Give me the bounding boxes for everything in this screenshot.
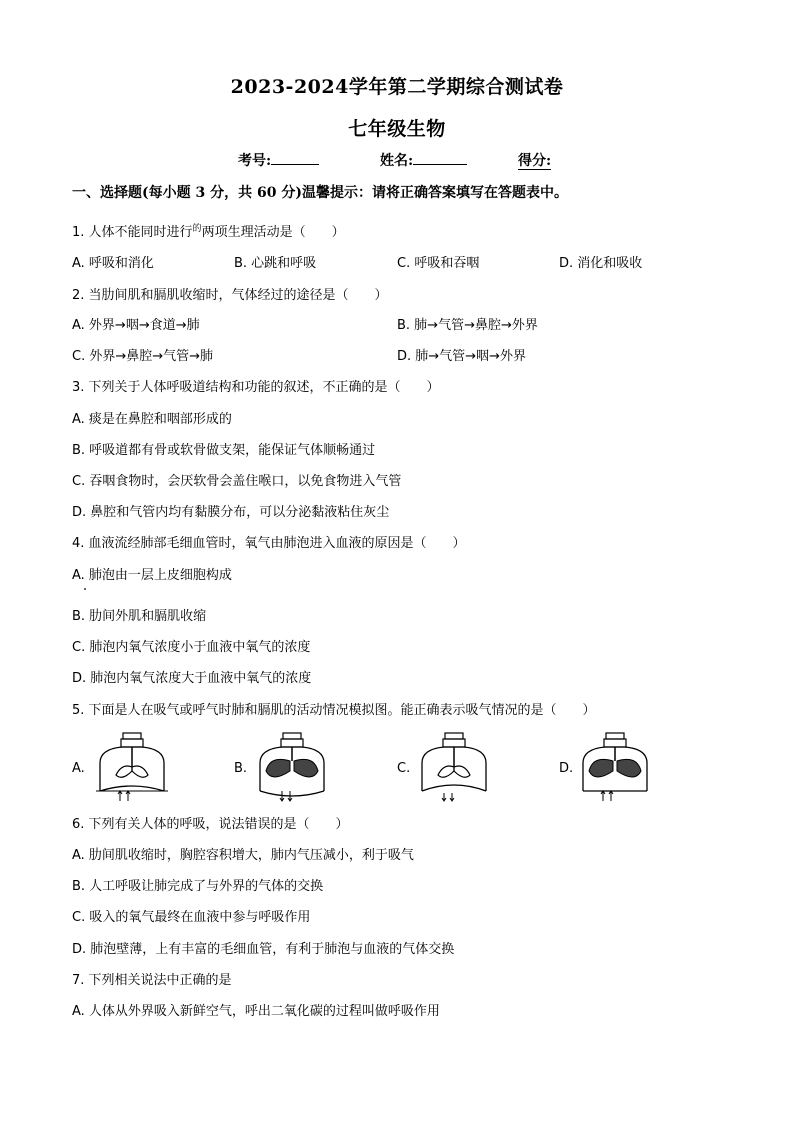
question-3-stem: 3. 下列关于人体呼吸道结构和功能的叙述，不正确的是（ ）: [72, 380, 440, 395]
question-6-option-d[interactable]: D. 肺泡壁薄，上有丰富的毛细血管，有利于肺泡与血液的气体交换: [72, 942, 455, 957]
question-5-option-b[interactable]: B.: [234, 761, 248, 776]
question-1-option-b[interactable]: B. 心跳和呼吸: [234, 256, 317, 271]
question-4-option-c[interactable]: C. 肺泡内氧气浓度小于血液中氧气的浓度: [72, 640, 311, 655]
exam-title: 2023-2024学年第二学期综合测试卷: [230, 76, 564, 98]
name-field: [380, 150, 467, 170]
question-2-option-b[interactable]: B. 肺→气管→鼻腔→外界: [397, 318, 538, 333]
question-1-stem-mark: 的: [192, 224, 202, 234]
question-1-stem-a: 1. 人体不能同时进行: [72, 225, 193, 240]
question-1-stem: [72, 221, 345, 241]
question-7-option-a[interactable]: A. 人体从外界吸入新鲜空气，呼出二氧化碳的过程叫做呼吸作用: [72, 1004, 440, 1019]
question-4-option-a[interactable]: A. 肺泡由一层上皮细胞构成: [72, 568, 232, 583]
question-5-stem: 5. 下面是人在吸气或呼气时肺和膈肌的活动情况模拟图。能正确表示吸气情况的是（ ）: [72, 703, 596, 718]
question-5-option-d[interactable]: D.: [559, 761, 574, 776]
exam-number-field: [238, 150, 319, 170]
question-2-stem: 2. 当肋间肌和膈肌收缩时，气体经过的途径是（ ）: [72, 288, 388, 303]
name-label: 姓名:: [380, 153, 414, 169]
stray-dot: [84, 588, 86, 590]
exam-subtitle: 七年级生物: [348, 118, 446, 140]
question-2-option-d[interactable]: D. 肺→气管→咽→外界: [397, 349, 526, 364]
question-6-stem: 6. 下列有关人体的呼吸，说法错误的是（ ）: [72, 817, 349, 832]
section-heading: 一、选择题(每小题 3 分，共 60 分)温馨提示：请将正确答案填写在答题表中。: [72, 185, 568, 201]
question-1-option-d[interactable]: D. 消化和吸收: [559, 256, 643, 271]
name-blank[interactable]: [413, 150, 467, 165]
question-2-option-a[interactable]: A. 外界→咽→食道→肺: [72, 318, 200, 333]
question-3-option-b[interactable]: B. 呼吸道都有骨或软骨做支架，能保证气体顺畅通过: [72, 443, 376, 458]
question-2-option-c[interactable]: C. 外界→鼻腔→气管→肺: [72, 349, 214, 364]
score-field: [518, 150, 551, 170]
bell-jar-diagram-b: [252, 731, 332, 803]
question-5-option-a[interactable]: A.: [72, 761, 85, 776]
question-1-stem-b: 两项生理活动是（ ）: [201, 225, 345, 240]
question-6-option-a[interactable]: A. 肋间肌收缩时，胸腔容积增大，肺内气压减小，利于吸气: [72, 848, 414, 863]
question-4-option-d[interactable]: D. 肺泡内氧气浓度大于血液中氧气的浓度: [72, 671, 312, 686]
exam-number-label: 考号:: [238, 153, 272, 169]
question-1-option-c[interactable]: C. 呼吸和吞咽: [397, 256, 480, 271]
question-6-option-c[interactable]: C. 吸入的氧气最终在血液中参与呼吸作用: [72, 910, 311, 925]
question-4-stem: 4. 血液流经肺部毛细血管时，氧气由肺泡进入血液的原因是（ ）: [72, 536, 466, 551]
question-7-stem: 7. 下列相关说法中正确的是: [72, 973, 232, 988]
question-3-option-c[interactable]: C. 吞咽食物时，会厌软骨会盖住喉口，以免食物进入气管: [72, 474, 402, 489]
question-5-option-c[interactable]: C.: [397, 761, 411, 776]
bell-jar-diagram-d: [575, 731, 655, 803]
bell-jar-diagram-c: [414, 731, 494, 803]
bell-jar-diagram-a: [92, 731, 172, 803]
question-6-option-b[interactable]: B. 人工呼吸让肺完成了与外界的气体的交换: [72, 879, 324, 894]
question-1-option-a[interactable]: A. 呼吸和消化: [72, 256, 154, 271]
question-4-option-b[interactable]: B. 肋间外肌和膈肌收缩: [72, 609, 207, 624]
question-3-option-d[interactable]: D. 鼻腔和气管内均有黏膜分布，可以分泌黏液粘住灰尘: [72, 505, 390, 520]
question-3-option-a[interactable]: A. 痰是在鼻腔和咽部形成的: [72, 412, 232, 427]
exam-number-blank[interactable]: [271, 150, 319, 165]
score-label: 得分:: [518, 153, 552, 169]
